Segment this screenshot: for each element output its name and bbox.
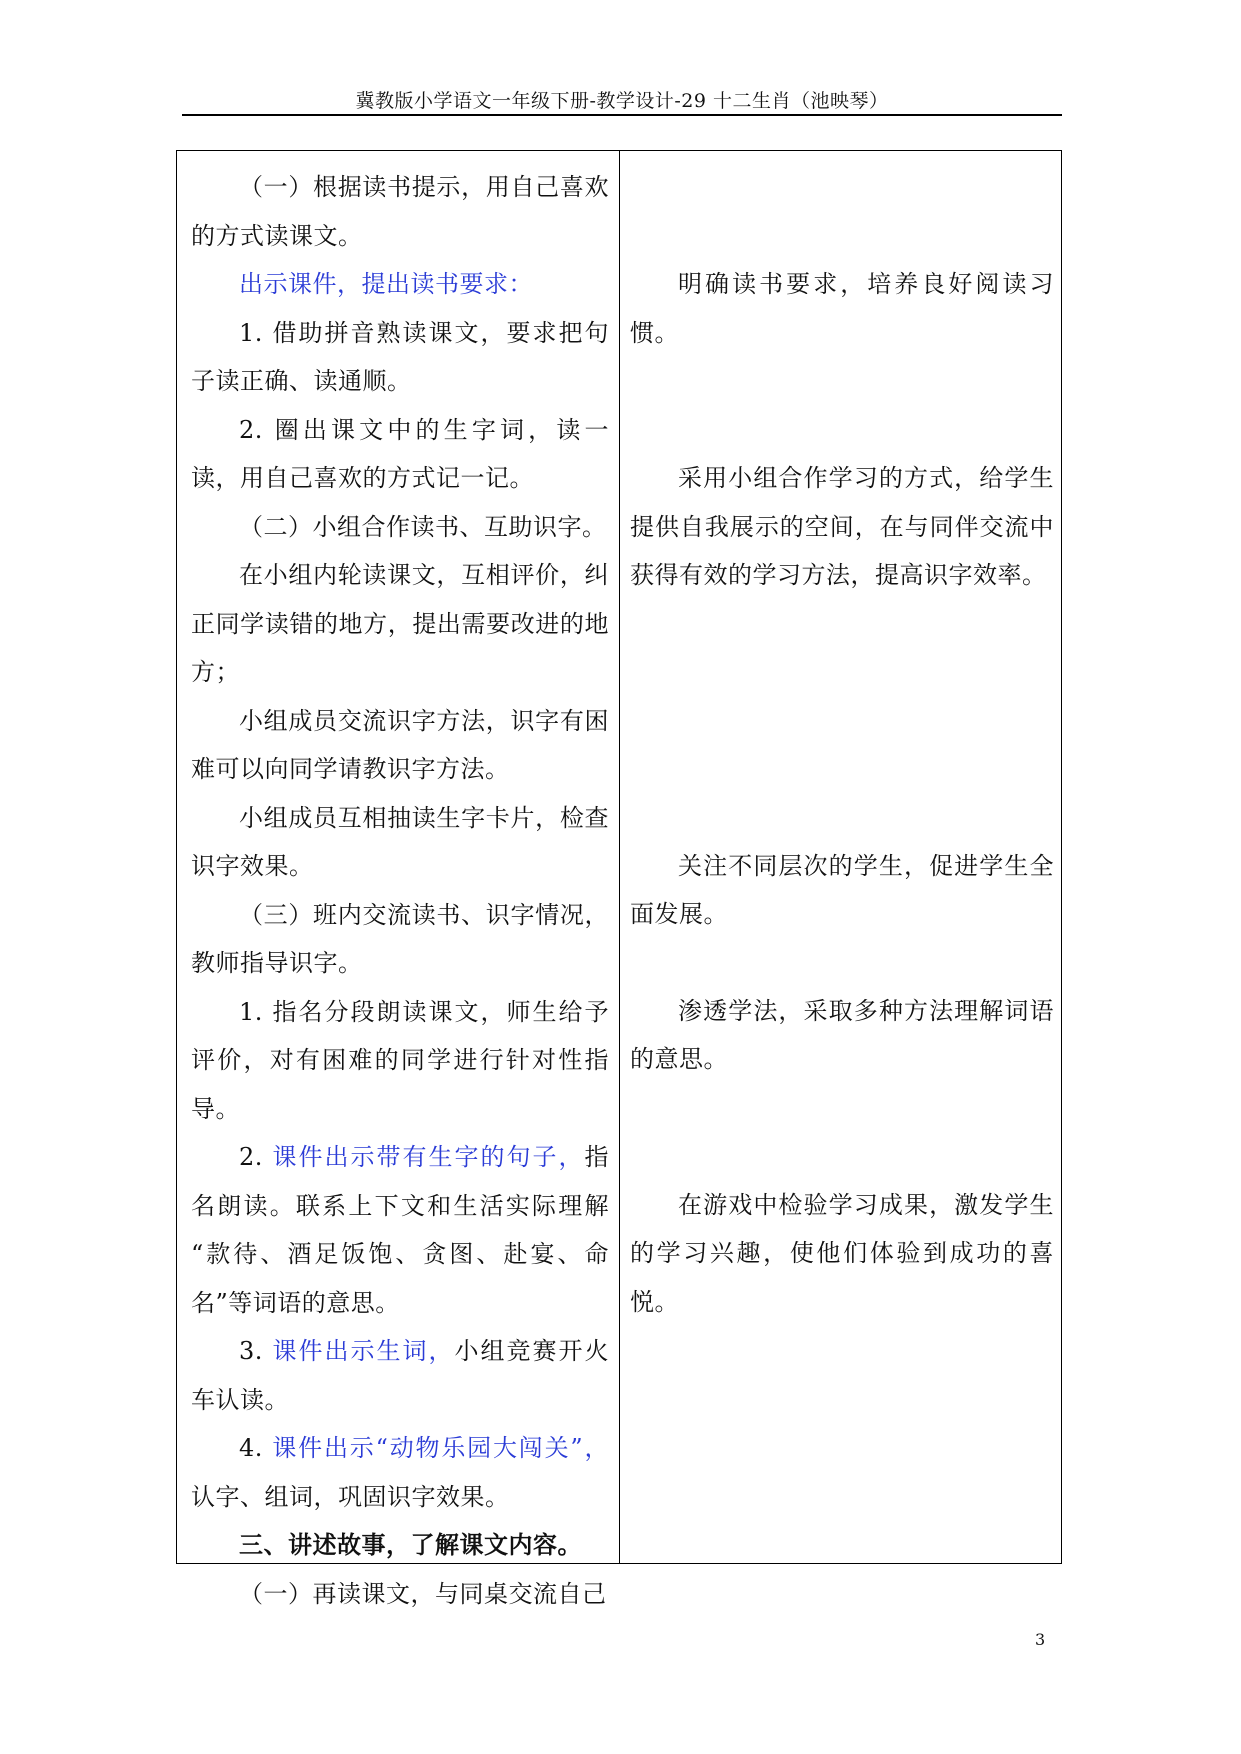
activity-4-text: 认字、组词，巩固识字效果。 (191, 1482, 510, 1511)
class-activity-1: 1. 指名分段朗读课文，师生给予评价，对有困难的同学进行针对性指导。 (191, 997, 609, 1123)
activity-2-text: 指名朗读。联系上下文和生活实际理解 “款待、酒足饭饱、贪图、赴宴、命名”等词语的意思。 (191, 1143, 610, 1317)
intent-different-levels: 关注不同层次的学生，促进学生全面发展。 (630, 851, 1054, 928)
lesson-table (176, 150, 1062, 1608)
group-reading-paragraph: 在小组内轮读课文，互相评价，纠正同学读错的地方，提出需要改进的地方； (191, 561, 609, 686)
activity-4-courseware: 课件出示“动物乐园大闯关”， (272, 1434, 609, 1462)
design-intent-column (630, 163, 1054, 1326)
activity-4-number: 4. (239, 1434, 273, 1462)
activity-3-number: 3. (239, 1337, 273, 1365)
section-3-step-1: （一）再读课文，与同桌交流自己 (239, 1579, 607, 1608)
courseware-reading-requirements: 出示课件，提出读书要求： (239, 270, 533, 298)
page-header-title: 冀教版小学语文一年级下册-教学设计-29 十二生肖（池映琴） (355, 90, 889, 112)
reading-requirement-2: 2. 圈出课文中的生字词，读一读，用自己喜欢的方式记一记。 (191, 415, 609, 492)
activity-3-text: 小组竞赛开火车认读。 (191, 1337, 610, 1414)
step-2-heading: （二）小组合作读书、互助识字。 (239, 512, 607, 541)
intent-reading-requirements: 明确读书要求，培养良好阅读习惯。 (630, 270, 1054, 347)
group-literacy-method-paragraph: 小组成员交流识字方法，识字有困难可以向同学请教识字方法。 (191, 706, 609, 783)
class-activity-3 (191, 1327, 609, 1424)
activity-2-number: 2. (239, 1143, 273, 1171)
page-number: 3 (1035, 1630, 1046, 1649)
step-1-heading: （一）根据读书提示，用自己喜欢的方式读课文。 (191, 173, 609, 250)
teaching-process-column (191, 163, 609, 1618)
step-3-heading: （三）班内交流读书、识字情况，教师指导识字。 (191, 900, 609, 977)
header-rule (182, 114, 1062, 116)
activity-3-courseware: 课件出示生词， (272, 1337, 455, 1365)
intent-understand-words: 渗透学法，采取多种方法理解词语的意思。 (630, 996, 1054, 1073)
group-card-check-paragraph: 小组成员互相抽读生字卡片，检查识字效果。 (191, 803, 609, 880)
reading-requirement-1: 1. 借助拼音熟读课文，要求把句子读正确、读通顺。 (191, 318, 609, 395)
class-activity-4 (191, 1424, 609, 1521)
intent-game-check: 在游戏中检验学习成果，激发学生的学习兴趣，使他们体验到成功的喜悦。 (630, 1190, 1054, 1316)
intent-group-cooperation: 采用小组合作学习的方式，给学生提供自我展示的空间，在与同伴交流中获得有效的学习方法，提高识字效率。 (630, 464, 1054, 589)
section-3-heading: 三、讲述故事，了解课文内容。 (239, 1530, 582, 1559)
column-divider (619, 151, 620, 1563)
class-activity-2 (191, 1133, 609, 1327)
activity-2-courseware: 课件出示带有生字的句子， (272, 1143, 585, 1171)
